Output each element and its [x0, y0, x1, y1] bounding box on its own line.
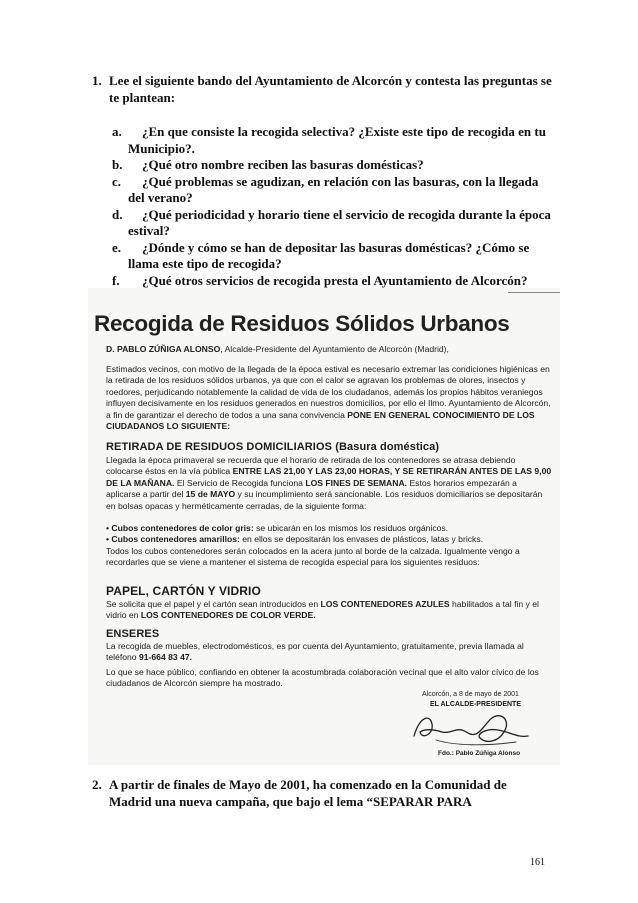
bullet-yellow-containers	[106, 534, 552, 545]
question-number: 2.	[92, 777, 102, 792]
sub-question-c	[112, 174, 552, 207]
domestic-waste-paragraph	[106, 455, 552, 512]
closing-paragraph: Lo que se hace público, confiando en obtener la acostumbrada colaboración vecinal que el alto valor cívico de los ciudadanos de Alcorcón siempre ha mostrado.	[106, 667, 539, 689]
sub-question-letter: d.	[112, 206, 123, 222]
paper-glass-text-1: Se solicita que el papel y el cartón sean introducidos en	[106, 599, 319, 609]
bullet-grey-containers	[106, 523, 552, 534]
signed-by: Fdo.: Pablo Zúñiga Alonso	[438, 750, 521, 757]
authority-name: D. PABLO ZÚÑIGA ALONSO	[106, 344, 221, 354]
page-number: 161	[530, 857, 545, 868]
blue-containers: LOS CONTENEDORES AZULES	[320, 599, 450, 609]
sub-question-text: ¿En que consiste la recogida selectiva? ¿Existe este tipo de recogida en tu Municipio?.	[128, 124, 546, 156]
sub-question-letter: e.	[112, 239, 122, 255]
bullet-grey-text: se ubicarán en los mismos los residuos orgánicos.	[256, 523, 449, 533]
question-2	[92, 776, 552, 810]
notice-date: Alcorcón, a 8 de mayo de 2001	[422, 691, 519, 698]
bullet-yellow-text: en ellos se depositarán los envases de plásticos, latas y bricks.	[242, 534, 484, 544]
sub-question-d	[112, 207, 552, 240]
bullet-yellow-label: • Cubos contenedores amarillos:	[106, 534, 240, 544]
section-heading-paper-glass: PAPEL, CARTÓN Y VIDRIO	[106, 584, 261, 598]
notice-authority	[106, 344, 552, 355]
sub-question-text: ¿Qué otros servicios de recogida presta el Ayuntamiento de Alcorcón?	[142, 272, 528, 288]
sub-question-text: ¿Dónde y cómo se han de depositar las basuras domésticas? ¿Cómo se llama este tipo de recogida?	[128, 239, 530, 271]
mayor-role: EL ALCALDE-PRESIDENTE	[430, 701, 522, 708]
domestic-text-3: Estos horarios empezarán a aplicarse a partir del	[106, 477, 517, 500]
sub-question-letter: a.	[112, 124, 122, 139]
question-text: Lee el siguiente bando del Ayuntamiento de Alcorcón y contesta las preguntas se te plantean:	[109, 73, 552, 105]
notice-intro	[106, 364, 552, 432]
question-1	[92, 72, 552, 106]
furniture-text: La recogida de muebles, electrodomésticos, es por cuenta del Ayuntamiento, gratuitamente, previa llamada al teléfono	[106, 641, 524, 663]
authority-title: , Alcalde-Presidente del Ayuntamiento de Alcorcón (Madrid),	[220, 344, 449, 354]
domestic-weekends: LOS FINES DE SEMANA.	[305, 477, 408, 488]
furniture-paragraph	[106, 641, 552, 664]
sub-question-letter: b.	[112, 157, 123, 172]
domestic-text-1: Llegada la época primaveral se recuerda que el horario de retirada de los contenedores se atrasa debiendo colocarse éstos en la vía pública	[106, 455, 516, 477]
paper-glass-paragraph	[106, 599, 552, 622]
sub-question-letter: f.	[112, 272, 120, 288]
signature-image	[406, 706, 536, 750]
question-number: 1.	[92, 73, 102, 88]
green-containers: LOS CONTENEDORES DE COLOR VERDE.	[140, 610, 316, 621]
intro-bold: PONE EN GENERAL CONOCIMIENTO DE LOS CIUDADANOS LO SIGUIENTE:	[106, 409, 535, 432]
notice-title: Recogida de Residuos Sólidos Urbanos	[94, 311, 510, 336]
section-heading-domestic-waste: RETIRADA DE RESIDUOS DOMICILIARIOS (Basura doméstica)	[106, 441, 440, 453]
sub-question-b	[112, 157, 552, 174]
paper-glass-text-2: habilitados a tal fin y el vidrio en	[106, 599, 539, 621]
sub-question-list	[112, 124, 552, 306]
section-heading-furniture: ENSERES	[106, 628, 160, 640]
municipal-notice-scan	[88, 288, 560, 765]
sub-question-text: ¿Qué problemas se agudizan, en relación con las basuras, con la llegada del verano?	[128, 173, 539, 205]
question-text: A partir de finales de Mayo de 2001, ha comenzado en la Comunidad de Madrid una nueva campaña, que bajo el lema “SEPARAR PARA	[109, 777, 507, 809]
intro-text: Estimados vecinos, con motivo de la llegada de la época estival es necesario extremar las condiciones higiénicas en la retirada de los residuos sólidos urbanos, ya que con el calor se agravan los problemas de olores, insectos y roedores, perjudicando notablemente la calidad de vida de los ciudadanos, además los propios hábitos veraniegos influyen decisivamente en los residuos generados en nuestros domicilios, por ello el Ilmo. Ayuntamiento de Alcorcón, a fin de garantizar el derecho de todos a una sana convivencia	[106, 364, 551, 420]
domestic-start-date: 15 de MAYO	[185, 489, 236, 500]
domestic-text-4: y su incumplimiento será sancionable. Los residuos domiciliarios se depositarán en bolsas opacas y herméticamente cerradas, de la siguiente forma:	[106, 489, 543, 511]
sub-question-text: ¿Qué periodicidad y horario tiene el servicio de recogida durante la época estival?	[128, 206, 551, 238]
sub-question-e	[112, 240, 552, 273]
sub-question-a	[112, 124, 552, 157]
domestic-text-2: El Servicio de Recogida funciona	[176, 477, 303, 488]
special-collection-paragraph: Todos los cubos contenedores serán colocados en la acera junto al borde de la calzada. Igualmente vengo a recordarles que se viene a mantener el sistema de recogida especial para los siguientes residuos:	[106, 546, 520, 568]
bullet-grey-label: • Cubos contenedores de color gris:	[106, 523, 254, 533]
domestic-hours: ENTRE LAS 21,00 Y LAS 23,00 HORAS, Y SE RETIRARÁN ANTES DE LAS 9,00 DE LA MAÑANA.	[106, 466, 552, 488]
sub-question-letter: c.	[112, 173, 122, 189]
furniture-phone: 91-664 83 47.	[138, 652, 193, 663]
sub-question-text: ¿Qué otro nombre reciben las basuras domésticas?	[142, 157, 424, 172]
scan-edge-line	[508, 292, 560, 293]
